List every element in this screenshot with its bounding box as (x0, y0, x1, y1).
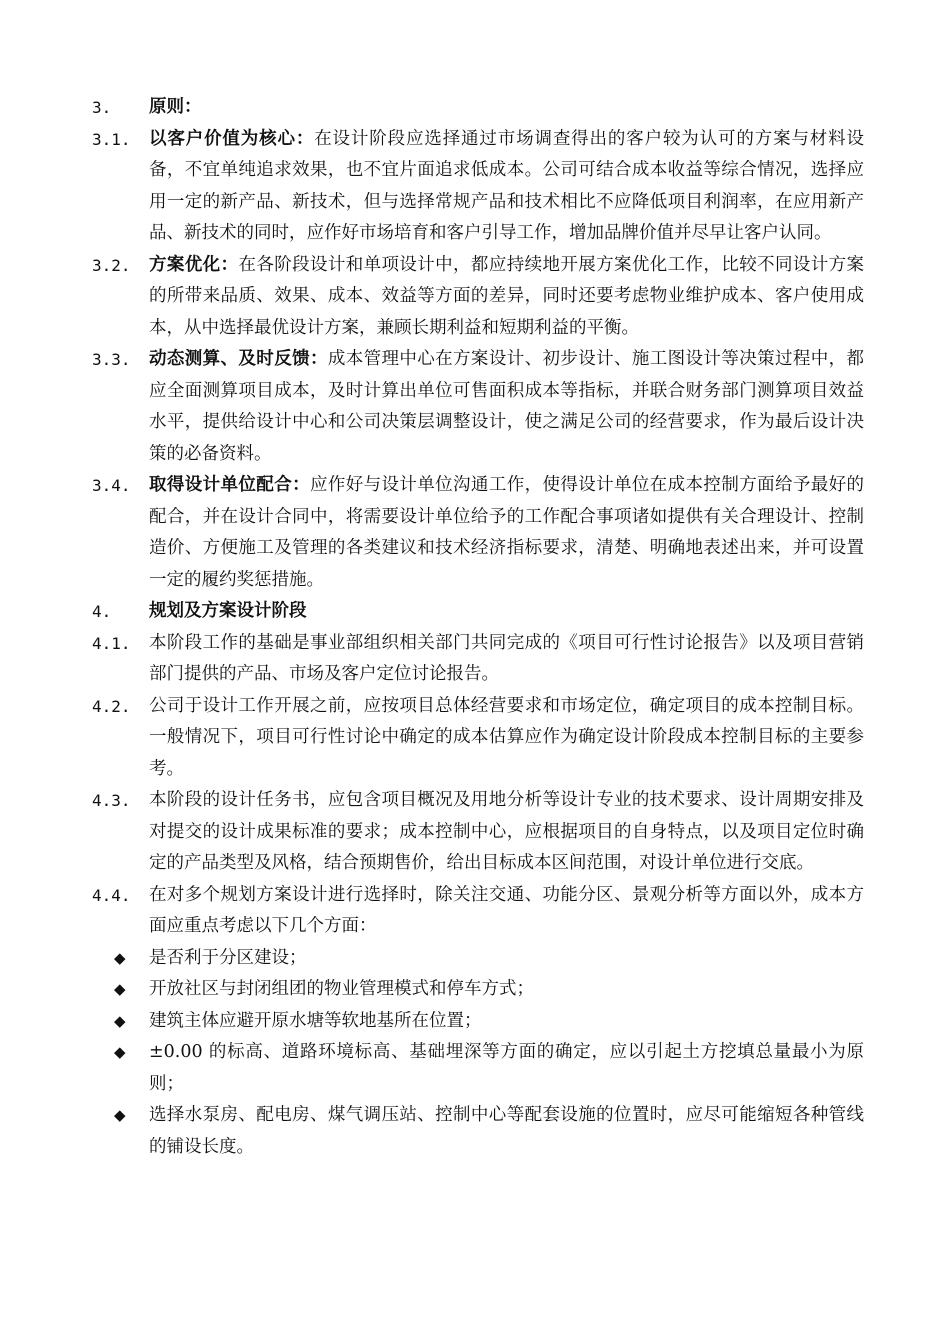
clause-item (92, 691, 872, 786)
diamond-bullet-icon: ◆ (114, 948, 126, 967)
clause-item (92, 785, 872, 880)
clause-item (92, 250, 872, 345)
section-heading (92, 92, 872, 124)
clause-number: 4.1. (92, 633, 131, 653)
clause-number: 3.3. (92, 350, 131, 369)
bullet-text: 开放社区与封闭组团的物业管理模式和停车方式； (149, 979, 534, 999)
section-title: 规划及方案设计阶段 (149, 601, 307, 621)
diamond-bullet-icon: ◆ (114, 1043, 126, 1061)
clause-lead: 动态测算、及时反馈： (149, 349, 328, 369)
diamond-bullet-icon: ◆ (114, 980, 126, 998)
bullet-item (92, 943, 872, 975)
clause-item (92, 880, 872, 943)
diamond-bullet-icon: ◆ (114, 1011, 126, 1030)
clause-lead: 以客户价值为核心： (149, 128, 315, 149)
section-number: 3. (92, 98, 112, 117)
bullet-text: 建筑主体应避开原水塘等软地基所在位置； (149, 1010, 482, 1031)
bullet-item (92, 1037, 872, 1100)
clause-number: 4.2. (92, 696, 131, 716)
clause-item (92, 124, 872, 250)
clause-text (149, 470, 864, 596)
clause-lead: 方案优化： (149, 254, 239, 275)
bullet-item (92, 1006, 872, 1038)
clause-number: 3.1. (92, 129, 131, 149)
bullet-text: ±0.00 的标高、道路环境标高、基础埋深等方面的确定，应以引起土方挖填总量最小为原则； (149, 1042, 864, 1094)
clause-text (149, 344, 864, 470)
clause-body: 在各阶段设计和单项设计中，都应持续地开展方案优化工作，比较不同设计方案的所带来品质、效果、成本、效益等方面的差异，同时还要考虑物业维护成本、客户使用成本，从中选择最优设计方案，兼顾长期利益和短期利益的平衡。 (149, 254, 865, 338)
clause-item (92, 470, 872, 596)
clause-item (92, 628, 872, 691)
clause-number: 3.4. (92, 476, 131, 495)
clause-lead: 取得设计单位配合： (149, 475, 310, 495)
clause-body: 本阶段工作的基础是事业部组织相关部门共同完成的《项目可行性讨论报告》以及项目营销部门提供的产品、市场及客户定位讨论报告。 (149, 632, 864, 684)
document-body (92, 92, 872, 1163)
section-number: 4. (92, 602, 112, 621)
clause-body: 公司于设计工作开展之前，应按项目总体经营要求和市场定位，确定项目的成本控制目标。一般情况下，项目可行性讨论中确定的成本估算应作为确定设计阶段成本控制目标的主要参考。 (149, 695, 864, 779)
bullet-text: 是否利于分区建设； (149, 947, 307, 968)
clause-text (149, 250, 864, 345)
clause-body: 在对多个规划方案设计进行选择时，除关注交通、功能分区、景观分析等方面以外，成本方面应重点考虑以下几个方面： (149, 884, 864, 936)
clause-number: 3.2. (92, 255, 131, 275)
clause-body: 在设计阶段应选择通过市场调查得出的客户较为认可的方案与材料设备，不宜单纯追求效果，也不宜片面追求低成本。公司可结合成本收益等综合情况，选择应用一定的新产品、新技术，但与选择常规产品和技术相比不应降低项目利润率，在应用新产品、新技术的同时，应作好市场培育和客户引导工作，增加品牌价值并尽早让客户认同。 (149, 128, 865, 243)
clause-text (149, 124, 864, 250)
bullet-item (92, 1100, 872, 1163)
clause-number: 4.4. (92, 885, 131, 905)
bullet-item (92, 974, 872, 1006)
clause-body: 应作好与设计单位沟通工作，使得设计单位在成本控制方面给予最好的配合，并在设计合同中，将需要设计单位给予的工作配合事项诸如提供有关合理设计、控制造价、方便施工及管理的各类建议和技术经济指标要求，清楚、明确地表述出来，并可设置一定的履约奖惩措施。 (149, 475, 865, 590)
clause-item (92, 344, 872, 470)
bullet-text: 选择水泵房、配电房、煤气调压站、控制中心等配套设施的位置时，应尽可能缩短各种管线的铺设长度。 (149, 1105, 864, 1157)
diamond-bullet-icon: ◆ (114, 1106, 126, 1124)
section-heading (92, 596, 872, 628)
clause-body: 成本管理中心在方案设计、初步设计、施工图设计等决策过程中，都应全面测算项目成本，及时计算出单位可售面积成本等指标，并联合财务部门测算项目效益水平，提供给设计中心和公司决策层调整设计，使之满足公司的经营要求，作为最后设计决策的必备资料。 (149, 349, 865, 464)
clause-number: 4.3. (92, 791, 131, 810)
section-title: 原则： (149, 97, 202, 117)
clause-body: 本阶段的设计任务书，应包含项目概况及用地分析等设计专业的技术要求、设计周期安排及对提交的设计成果标准的要求；成本控制中心，应根据项目的自身特点，以及项目定位时确定的产品类型及风格，结合预期售价，给出目标成本区间范围，对设计单位进行交底。 (149, 790, 864, 873)
